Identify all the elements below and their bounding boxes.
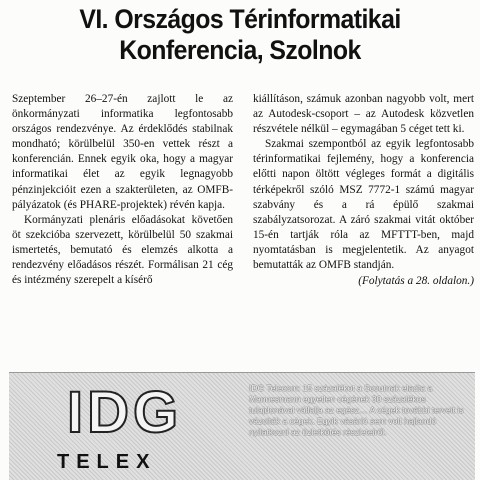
article-paragraph: Szeptember 26–27-én zajlott le az önkormányzati informatika legfontosabb országos rendezvénye. Az érdeklődés stabilnak mondható; körülbelül 350-en vettek részt a konferencián. Ennek egyik oka, hogy a magyar informatikai élet az egyik legnagyobb pénzinjekcióit ezen a szakterületen, az OMFB-pályázatok (és PHARE-projektek) révén kapja. [12,93,233,211]
headline [19,4,461,66]
article-body [12,92,474,289]
ad-text: IDG Telecom: 15 százalékot a Scoutnak eladta a Mannesmann egyetlen cégének 30 százalékos tulajdonával vállalja az egész… A cégek további terveit is vázolták a cégek. Egyik vásárló sem volt hajlandó nyilatkozni az üzletkötés részleteiről. [249,383,464,437]
article-paragraph: Szakmai szempontból az egyik legfontosabb térinformatikai fejlemény, hogy a konferencia előtti napon öltött végleges formát a digitális térképekről szóló MSZ 7772-1 számú magyar szabvány és a rá épülő szakmai szabályzatsorozat. A záró szakmai vitát október 15-én tartják róla az MFTTT-ben, majd nyomtatásban is megjelentetik. Az anyagot bemutatták az OMFB standján. [253,138,474,272]
article-paragraph: Kormányzati plenáris előadásokat követően öt szekcióba szervezett, körülbelül 50 szakmai ismertetés, bemutató és elemzés alkotta a rendezvény előadásos részét. Formálisan 21 cég és intézmény szerepelt a kísérő [12,213,233,287]
telex-title: TELEX [57,451,157,473]
idg-telex-advertisement [9,372,475,480]
article-paragraph: kiállításon, számuk azonban nagyobb volt, mert az Autodesk-csoport – az Autodesk közvetlen részvétele nélkül – egymagában 5 céget tett ki. [253,93,474,136]
idg-logo: IDG [67,380,183,445]
headline-line-1: VI. Országos Térinformatikai [79,4,401,34]
headline-line-2: Konferencia, Szolnok [119,35,361,65]
continued-note: (Folytatás a 28. oldalon.) [358,275,474,288]
article-column-2 [253,92,474,289]
article-column-1 [12,92,233,289]
